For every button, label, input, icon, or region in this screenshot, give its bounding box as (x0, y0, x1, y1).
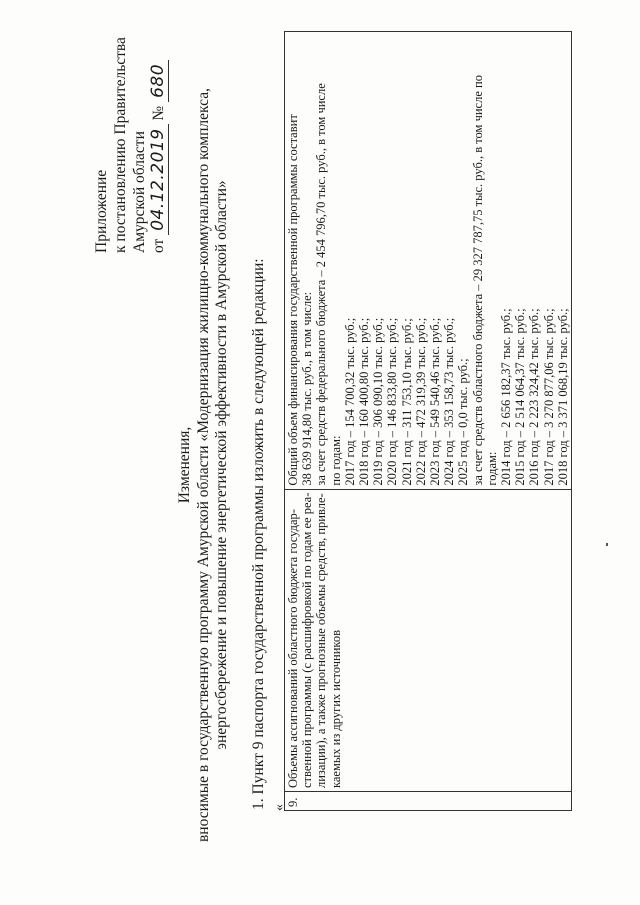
opening-quote: « (272, 804, 287, 811)
value-line: по годам: (328, 435, 343, 486)
name-line: каемых из других источников (328, 629, 343, 788)
row-value-cell (285, 32, 572, 490)
handwritten-number: 680 (149, 60, 169, 102)
number-prefix: № (150, 105, 167, 121)
scan-speck (606, 543, 608, 546)
value-line: 2017 год – 3 270 877,06 тыс. руб.; (541, 308, 556, 486)
value-line: за счет средств федерального бюджета – 2 454 796,70 тыс. руб., в том числе (314, 83, 329, 486)
passport-table (284, 31, 572, 811)
value-line: 2015 год – 2 514 064,37 тыс. руб.; (513, 308, 528, 486)
appendix-date-line (149, 13, 169, 253)
value-line: 2025 год – 0,0 тыс. руб.; (456, 358, 471, 486)
name-line: Объемы ассигнований областного бюджета государ- (286, 509, 300, 788)
value-line: 2021 год – 311 753,10 тыс. руб.; (399, 318, 414, 486)
row-number: 9. (285, 792, 572, 811)
name-line: лизации), а также прогнозные объемы средств, привле- (314, 493, 329, 788)
value-line: Общий объем финансирования государственной программы составит (286, 114, 300, 486)
value-line: 2020 год – 146 833,80 тыс. руб.; (385, 317, 400, 486)
appendix-title: Приложение (93, 169, 110, 253)
appendix-line3: Амурской области (131, 131, 148, 253)
point-paragraph: 1. Пункт 9 паспорта государственной программы изложить в следующей редакции: (250, 258, 267, 810)
value-line: 2018 год – 3 371 068,19 тыс. руб.; (555, 308, 570, 486)
value-line: 2019 год – 306 090,10 тыс. руб.; (371, 317, 386, 486)
value-line: 2014 год – 2 656 182,37 тыс. руб.; (499, 308, 514, 486)
value-line: 38 639 914,80 тыс. руб., в том числе: (300, 291, 315, 486)
value-line: 2024 год – 353 158,73 тыс. руб.; (442, 317, 457, 486)
value-line: за счет средств областного бюджета – 29 327 787,75 тыс. руб., в том числе по (470, 75, 485, 486)
value-line: 2022 год – 472 319,39 тыс. руб.; (413, 317, 428, 486)
value-line: 2018 год – 160 400,80 тыс. руб.; (357, 317, 372, 486)
name-line: ственной программы (с расшифровкой по годам ее реа- (300, 492, 315, 788)
value-line: 2023 год – 549 540,46 тыс. руб.; (428, 317, 443, 486)
title-line1: Изменения, (176, 426, 193, 504)
title-line2: вносимые в государственную программу Амурской области «Модернизация жилищно-коммунального комплекса, (194, 88, 212, 843)
date-prefix: от (150, 238, 167, 253)
title-line3: энергосбережение и повышение энергетической эффективности в Амурской области» (213, 180, 230, 750)
appendix-line2: к постановлению Правительства (112, 37, 129, 253)
handwritten-date: 04.12.2019 (149, 124, 169, 234)
table-row (285, 32, 572, 811)
document-title (176, 85, 232, 845)
value-line: 2016 год – 2 223 324,42 тыс. руб.; (527, 308, 542, 486)
row-name-cell (285, 489, 572, 791)
appendix-block (92, 13, 169, 253)
value-line: годам: (484, 451, 499, 486)
value-line: 2017 год – 154 700,32 тыс. руб.; (342, 317, 357, 486)
